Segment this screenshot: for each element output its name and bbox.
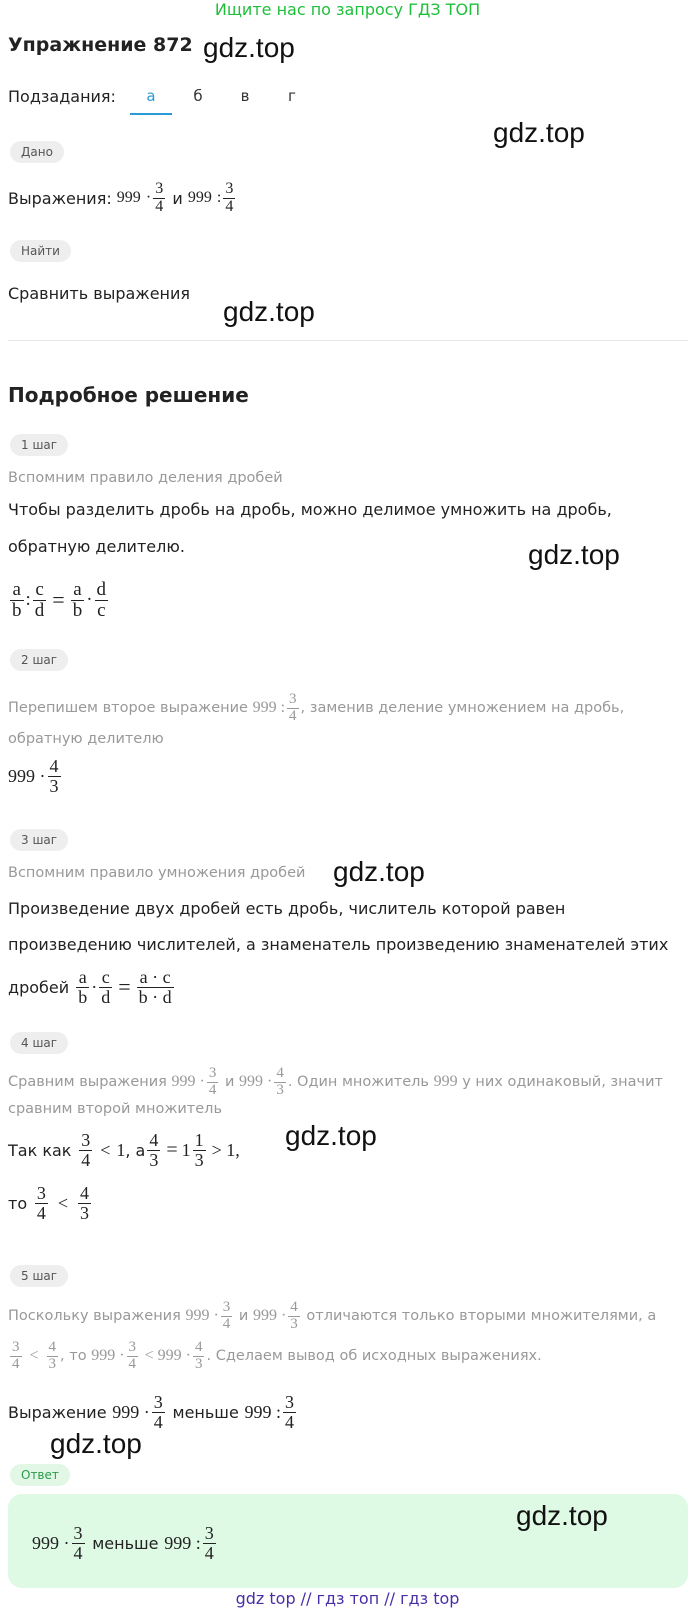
subtasks-label: Подзадания: xyxy=(8,87,116,106)
fraction-1-3: $\frac{1}{3}$ xyxy=(194,1129,204,1170)
fraction-c-d: $\frac{c}{d}$ xyxy=(34,578,45,621)
fraction-3-4: $\frac{3}{4}$ xyxy=(285,1391,295,1432)
search-banner[interactable]: Ищите нас по запросу ГДЗ ТОП xyxy=(214,0,481,19)
less-than-999: < 999 · xyxy=(144,1347,191,1364)
watermark: gdz.top xyxy=(50,1428,142,1459)
step2-pill: 2 шаг xyxy=(10,649,68,671)
expr-999-colon: 999 : xyxy=(252,699,286,716)
step2-hint-c: обратную делителю xyxy=(8,731,164,747)
then-word: то xyxy=(8,1193,28,1213)
expr-999-dot: 999 · xyxy=(171,1073,205,1090)
answer-pill: Ответ xyxy=(10,1464,70,1486)
given-999: 999 xyxy=(187,189,212,206)
fraction-3-4: $\frac{3}{4}$ xyxy=(12,1338,20,1372)
fraction-3-4: $\frac{3}{4}$ xyxy=(208,1064,217,1098)
fraction-3-4: $\frac{3}{4}$ xyxy=(289,690,297,724)
tab-a[interactable]: а xyxy=(146,87,156,105)
less-than: < xyxy=(57,1192,68,1213)
fraction-3-4: $\frac{3}{4}$ xyxy=(222,1298,231,1332)
watermark: gdz.top xyxy=(493,117,585,148)
given-pill: Дано xyxy=(10,141,64,163)
less-than: < xyxy=(29,1347,39,1364)
step5-hint-b: отличаются только вторыми множителями, а xyxy=(306,1308,657,1324)
step1-formula xyxy=(8,575,110,625)
dot: · xyxy=(145,189,152,206)
step4-pill: 4 шаг xyxy=(10,1032,68,1054)
less-than: < xyxy=(100,1139,111,1160)
step3-pill: 3 шаг xyxy=(10,829,68,851)
and-word: и xyxy=(224,1074,235,1090)
tab-g[interactable]: г xyxy=(288,87,296,105)
expr-999-dot: 999 · xyxy=(32,1532,70,1553)
answer-text xyxy=(32,1515,218,1571)
equals: = xyxy=(118,974,131,999)
dot: · xyxy=(86,589,93,610)
less-word: меньше xyxy=(172,1402,239,1422)
footer-links[interactable]: gdz top // гдз топ // гдз top xyxy=(235,1589,460,1608)
greater-than-one: > 1, xyxy=(211,1139,240,1160)
step2-result xyxy=(8,748,63,804)
step3-line2: произведению числителей, а знаменатель произведению знаменателей этих xyxy=(8,935,669,954)
expr-999-colon: 999 : xyxy=(164,1532,201,1553)
fraction-4-3: $\frac{4}{3}$ xyxy=(194,1338,203,1372)
num-999: 999 xyxy=(433,1073,458,1090)
step1-hint: Вспомним правило деления дробей xyxy=(8,470,283,486)
step4-hint-a: Сравним выражения xyxy=(8,1074,167,1090)
step4-since xyxy=(8,1122,240,1178)
step2-hint xyxy=(8,683,624,733)
step3-hint: Вспомним правило умножения дробей xyxy=(8,865,306,881)
fraction-a-b: $\frac{a}{b}$ xyxy=(78,966,88,1007)
tab-v[interactable]: в xyxy=(240,87,250,105)
fraction-4-3: $\frac{4}{3}$ xyxy=(80,1182,89,1223)
divider xyxy=(8,340,688,341)
less-word: меньше xyxy=(92,1533,159,1553)
step4-hint-d: сравним второй множитель xyxy=(8,1101,222,1117)
fraction-3-4: $\frac{3}{4}$ xyxy=(204,1522,214,1563)
expr-999-dot: 999 · xyxy=(185,1307,219,1324)
fraction-4-3: $\frac{4}{3}$ xyxy=(290,1298,298,1332)
fraction-3-4: $\frac{3}{4}$ xyxy=(73,1522,83,1563)
fraction-3-4: $\frac{3}{4}$ xyxy=(81,1129,91,1170)
colon: : xyxy=(25,589,31,610)
tab-b[interactable]: б xyxy=(193,87,203,105)
fraction-c-d: $\frac{c}{d}$ xyxy=(101,966,111,1007)
solution-title: Подробное решение xyxy=(8,383,249,407)
step5-pill: 5 шаг xyxy=(10,1265,68,1287)
step5-hint-line2 xyxy=(8,1331,542,1381)
equals: = xyxy=(52,587,65,612)
step4-then xyxy=(8,1175,93,1231)
equals: = xyxy=(166,1138,178,1161)
expr-999-dot: 999 · xyxy=(252,1307,287,1324)
expr-999-dot: 999 · xyxy=(8,765,46,786)
watermark: gdz.top xyxy=(285,1120,377,1151)
one: 1 xyxy=(116,1139,126,1160)
step4-hint-c: у них одинаковый, значит xyxy=(462,1074,663,1090)
find-pill: Найти xyxy=(10,240,71,262)
fraction-product: $\frac{a \cdot c}{b \cdot d}$ xyxy=(138,966,172,1007)
dot: · xyxy=(91,976,98,997)
fraction-3-4: $\frac{3}{4}$ xyxy=(153,1391,163,1432)
step3-formula xyxy=(8,962,176,1012)
fraction-4-3: $\frac{4}{3}$ xyxy=(48,1338,57,1372)
given-prefix: Выражения: xyxy=(8,188,112,208)
step1-pill: 1 шаг xyxy=(10,434,68,456)
mixed-whole: 1 xyxy=(181,1139,191,1160)
step1-line2: обратную делителю. xyxy=(8,537,185,556)
step5-hint-a: Поскольку выражения xyxy=(8,1308,181,1324)
fraction-4-3: $\frac{4}{3}$ xyxy=(276,1064,284,1098)
comma-then: , то xyxy=(60,1348,87,1364)
watermark: gdz.top xyxy=(516,1500,608,1531)
fraction-3-4: $\frac{3}{4}$ xyxy=(225,179,234,215)
watermark: gdz.top xyxy=(203,32,295,63)
expr-999-dot: 999 · xyxy=(239,1073,273,1090)
colon: : xyxy=(216,189,222,206)
fraction-3-4: $\frac{3}{4}$ xyxy=(128,1338,137,1372)
watermark: gdz.top xyxy=(333,856,425,887)
fraction-a-b: $\frac{a}{b}$ xyxy=(12,578,22,621)
watermark: gdz.top xyxy=(528,539,620,570)
step1-line1: Чтобы разделить дробь на дробь, можно делимое умножить на дробь, xyxy=(8,500,612,519)
fraction-4-3: $\frac{4}{3}$ xyxy=(49,755,59,796)
fraction-3-4: $\frac{3}{4}$ xyxy=(36,1182,46,1223)
comma-a: , а xyxy=(125,1140,146,1160)
fraction-a-b: $\frac{a}{b}$ xyxy=(72,578,83,621)
find-text: Сравнить выражения xyxy=(8,284,191,303)
page-title: Упражнение 872 xyxy=(8,34,193,56)
given-999: 999 xyxy=(116,189,141,206)
step4-hint xyxy=(8,1057,663,1107)
fraction-d-c: $\frac{d}{c}$ xyxy=(96,578,107,621)
watermark: gdz.top xyxy=(223,296,315,327)
step5-hint-c: . Сделаем вывод об исходных выражениях. xyxy=(206,1348,542,1364)
and-word: и xyxy=(238,1308,249,1324)
and-word: и xyxy=(172,188,183,208)
step3-line1: Произведение двух дробей есть дробь, числитель которой равен xyxy=(8,899,566,918)
fraction-4-3: $\frac{4}{3}$ xyxy=(149,1129,159,1170)
step3-line3: дробей xyxy=(8,977,70,997)
since-word: Так как xyxy=(8,1140,72,1160)
step2-hint-a: Перепишем второе выражение xyxy=(8,700,248,716)
conclusion-prefix: Выражение xyxy=(8,1402,107,1422)
active-tab-indicator xyxy=(130,113,172,115)
step4-hint-b: . Один множитель xyxy=(287,1074,429,1090)
expr-999-colon: 999 : xyxy=(244,1401,282,1422)
expr-999-dot: 999 · xyxy=(91,1347,125,1364)
fraction-3-4: $\frac{3}{4}$ xyxy=(155,179,164,215)
expr-999-dot: 999 · xyxy=(112,1401,150,1422)
given-expressions xyxy=(8,171,237,225)
step2-hint-b: , заменив деление умножением на дробь, xyxy=(300,700,625,716)
